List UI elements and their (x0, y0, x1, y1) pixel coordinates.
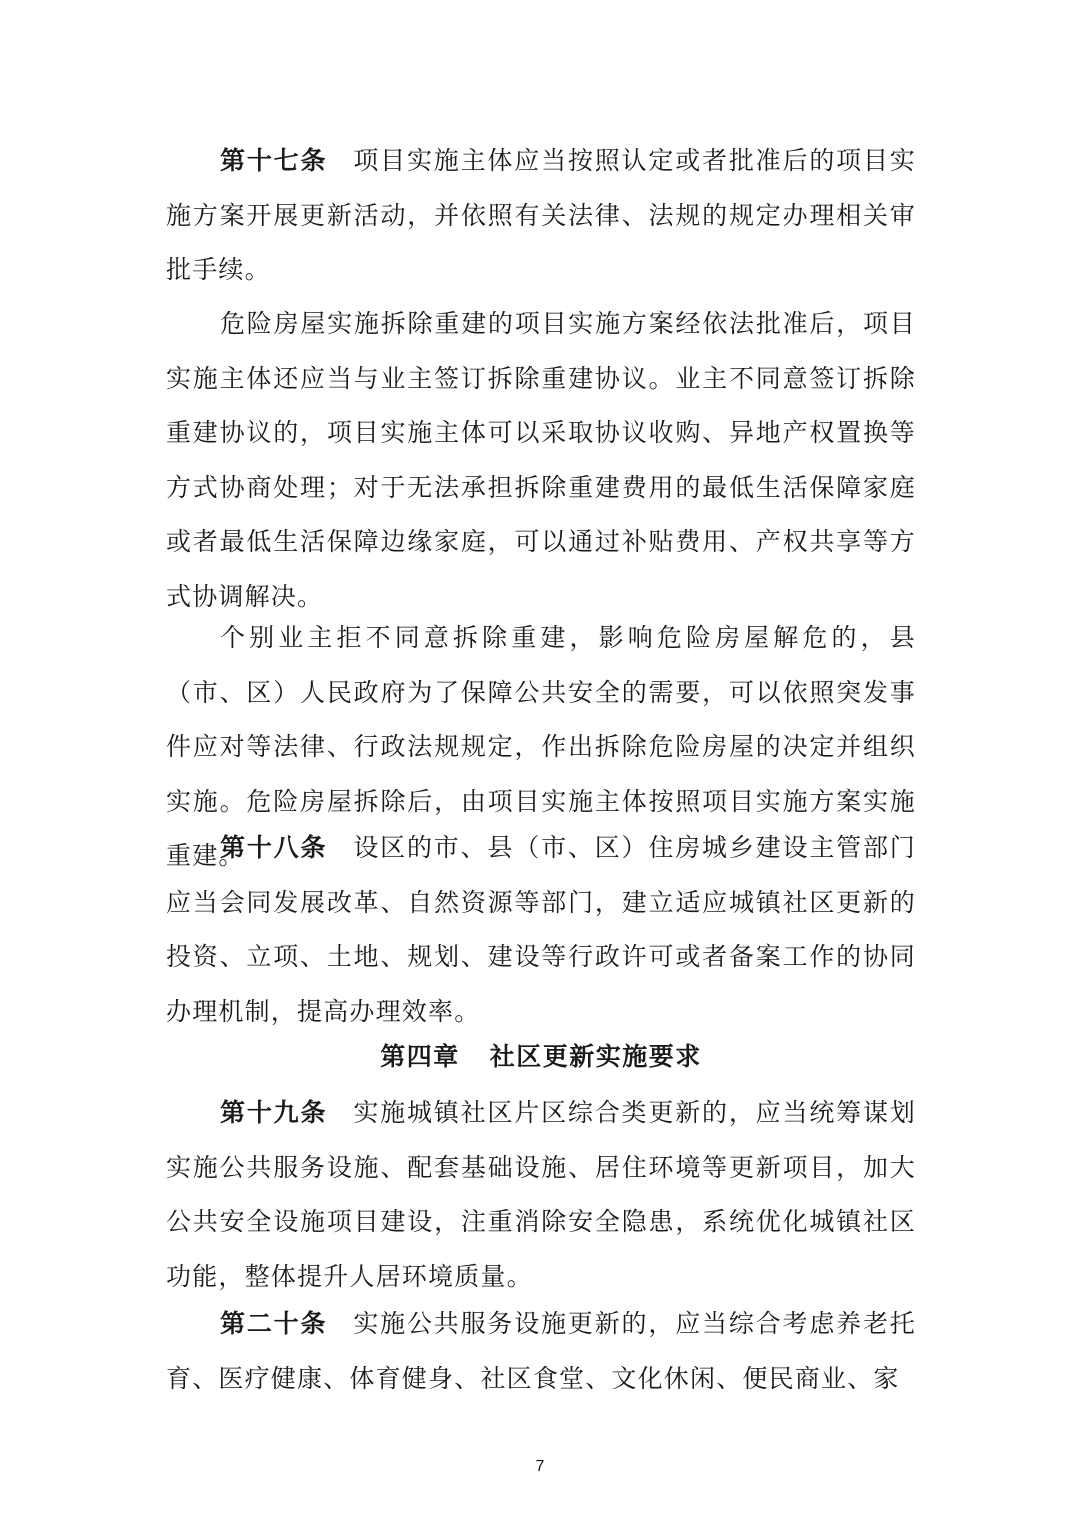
chapter-title: 社区更新实施要求 (489, 1042, 702, 1071)
chapter-number: 第四章 (380, 1042, 460, 1071)
article-17-paragraph (166, 134, 916, 298)
article-17-text: 项目实施主体应当按照认定或者批准后的项目实施方案开展更新活动，并依照有关法律、法规的规定办理相关审批手续。 (166, 146, 917, 284)
article-17-label: 第十七条 (220, 146, 328, 175)
article-18-label: 第十八条 (220, 833, 328, 862)
article-18-text: 设区的市、县（市、区）住房城乡建设主管部门应当会同发展改革、自然资源等部门，建立适应城镇社区更新的投资、立项、土地、规划、建设等行政许可或者备案工作的协同办理机制，提高办理效率。 (166, 833, 917, 1026)
article-17-paragraph-2: 危险房屋实施拆除重建的项目实施方案经依法批准后，项目实施主体还应当与业主签订拆除重建协议。业主不同意签订拆除重建协议的，项目实施主体可以采取协议收购、异地产权置换等方式协商处理；对于无法承担拆除重建费用的最低生活保障家庭或者最低生活保障边缘家庭，可以通过补贴费用、产权共享等方式协调解决。 (166, 309, 916, 611)
article-20-paragraph (166, 1297, 916, 1406)
article-20-text: 实施公共服务设施更新的，应当综合考虑养老托育、医疗健康、体育健身、社区食堂、文化休闲、便民商业、家 (166, 1309, 917, 1393)
article-19-label: 第十九条 (220, 1098, 328, 1127)
article-19-paragraph (166, 1086, 916, 1304)
article-20-label: 第二十条 (220, 1309, 328, 1338)
page-number: 7 (535, 1458, 545, 1475)
article-18-paragraph (166, 821, 916, 1039)
article-19-text: 实施城镇社区片区综合类更新的，应当统筹谋划实施公共服务设施、配套基础设施、居住环境等更新项目，加大公共安全设施项目建设，注重消除安全隐患，系统优化城镇社区功能，整体提升人居环境质量。 (166, 1098, 917, 1291)
chapter-heading (166, 1030, 916, 1085)
article-17-paragraph-3: 个别业主拒不同意拆除重建，影响危险房屋解危的，县（市、区）人民政府为了保障公共安全的需要，可以依照突发事件应对等法律、行政法规规定，作出拆除危险房屋的决定并组织实施。危险房屋拆除后，由项目实施主体按照项目实施方案实施重建。 (166, 623, 916, 870)
